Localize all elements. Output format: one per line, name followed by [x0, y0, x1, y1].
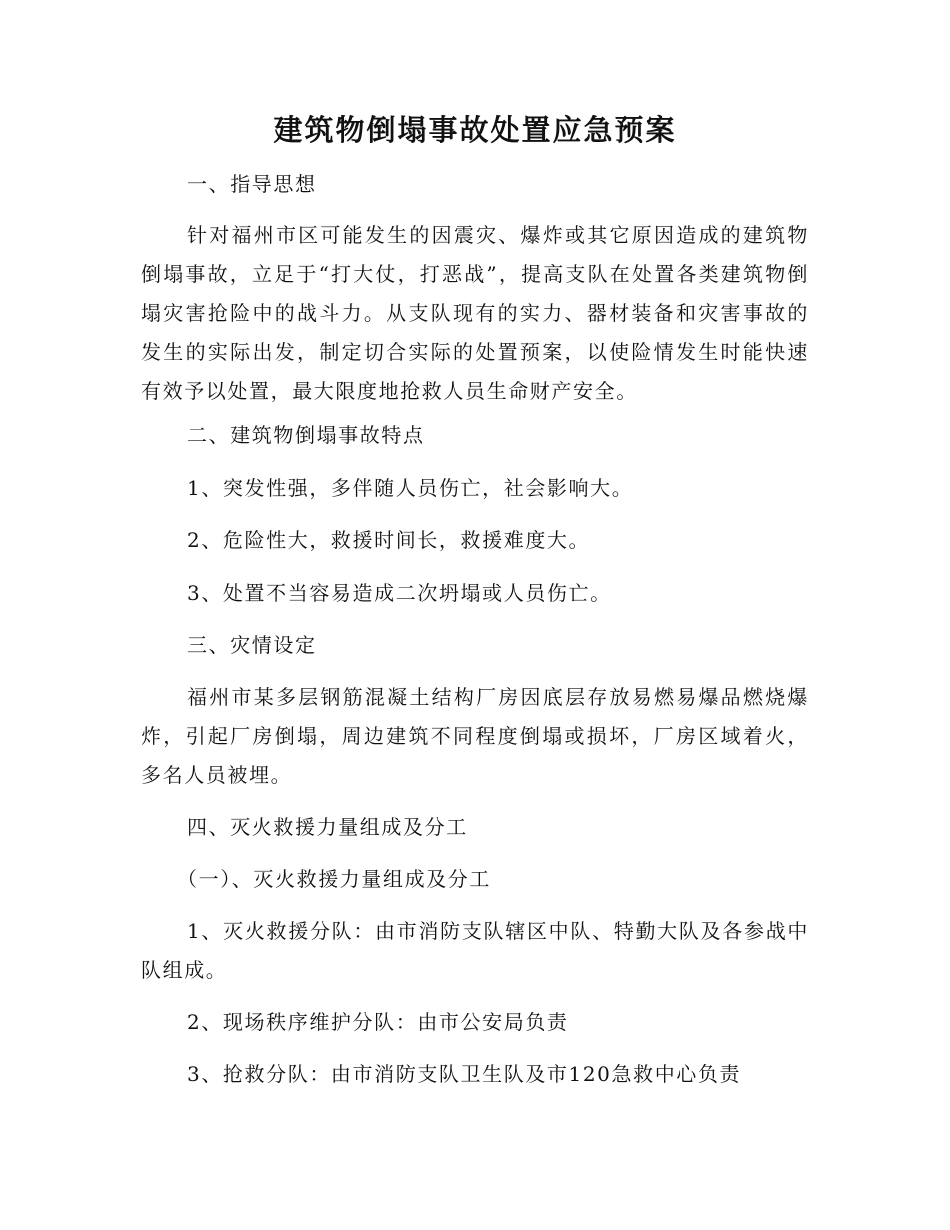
- section-heading-accident-features: 二、建筑物倒塌事故特点: [187, 423, 425, 447]
- list-item-force-3: 3、抢救分队：由市消防支队卫生队及市120急救中心负责: [187, 1062, 742, 1086]
- section-heading-guiding-ideology: 一、指导思想: [187, 172, 317, 196]
- section-heading-rescue-forces: 四、灭火救援力量组成及分工: [187, 815, 468, 839]
- list-item-feature-3: 3、处置不当容易造成二次坍塌或人员伤亡。: [187, 581, 612, 605]
- list-item-feature-1: 1、突发性强，多伴随人员伤亡，社会影响大。: [187, 476, 634, 500]
- subsection-heading-rescue-forces: （一）、灭火救援力量组成及分工: [177, 867, 491, 891]
- document-title: 建筑物倒塌事故处置应急预案: [273, 113, 677, 147]
- list-item-feature-2: 2、危险性大，救援时间长，救援难度大。: [187, 528, 591, 552]
- paragraph-guiding-ideology: 针对福州市区可能发生的因震灾、爆炸或其它原因造成的建筑物倒塌事故，立足于“打大仗，打恶战”，提高支队在处置各类建筑物倒塌灾害抢险中的战斗力。从支队现有的实力、器材装备和灾害事故的发生的实际出发，制定切合实际的处置预案，以使险情发生时能快速有效予以处置，最大限度地抢救人员生命财产安全。: [141, 223, 809, 403]
- paragraph-disaster-scenario: 福州市某多层钢筋混凝土结构厂房因底层存放易燃易爆品燃烧爆炸，引起厂房倒塌，周边建筑不同程度倒塌或损坏，厂房区域着火，多名人员被埋。: [141, 685, 809, 787]
- section-heading-disaster-scenario: 三、灾情设定: [187, 633, 317, 657]
- list-item-force-1: 1、灭火救援分队：由市消防支队辖区中队、特勤大队及各参战中队组成。: [141, 919, 809, 982]
- list-item-force-2: 2、现场秩序维护分队：由市公安局负责: [187, 1010, 569, 1034]
